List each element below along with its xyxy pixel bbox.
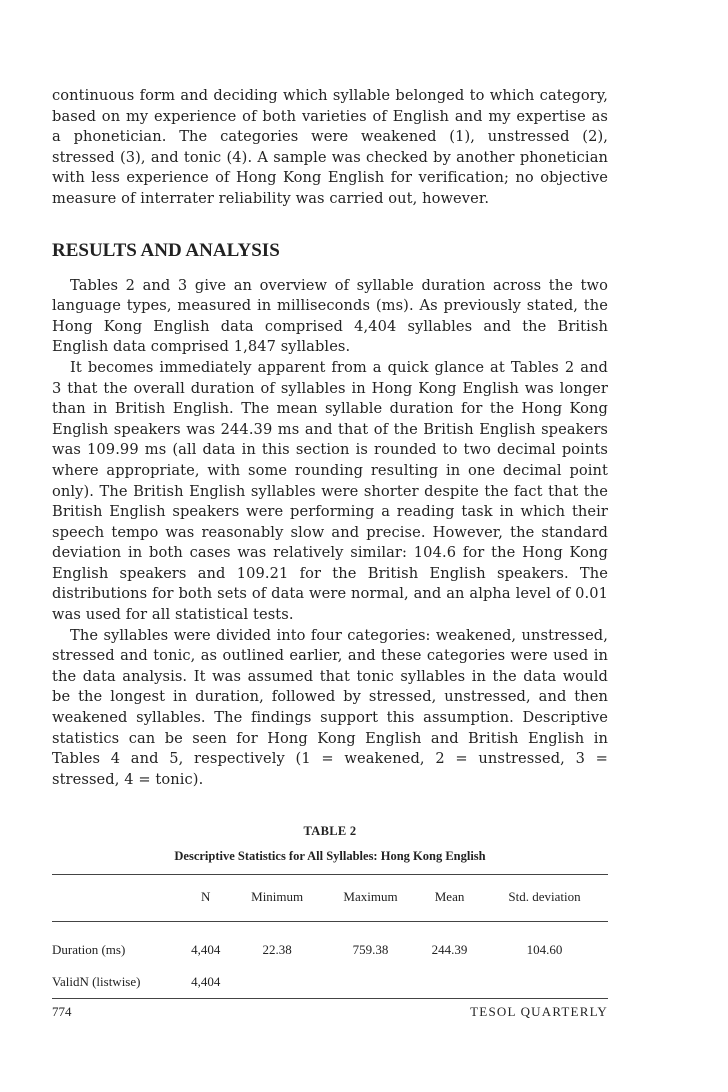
table-row [52,966,608,999]
table-cell [323,966,418,999]
table-cell: 4,404 [191,942,221,958]
table-cell: 22.38 [262,942,292,958]
paragraph-1: Tables 2 and 3 give an overview of syllable duration across the two language types, measured in milliseconds (ms). As previously stated, the Hong Kong English data comprised 4,404 syllables and the British English data comprised 1,847 syllables. [52,276,608,356]
running-head: TESOL QUARTERLY [470,1004,608,1019]
table-cell: Duration (ms) [52,942,126,958]
table-cell [481,966,608,999]
table-cell: 759.38 [352,942,389,958]
table-cell [418,966,481,999]
header-cell: N [180,875,231,922]
header-cell: Minimum [231,875,322,922]
page-footer [52,1004,608,1020]
paragraph-3: The syllables were divided into four categories: weakened, unstressed, stressed and tonic, as outlined earlier, and these categories were used in the data analysis. It was assumed that tonic syllables in the data would be the longest in duration, followed by stressed, unstressed, and then weakened syllables. The findings support this assumption. Descriptive statistics can be seen for Hong Kong English and British English in Tables 4 and 5, respectively (1 = weakened, 2 = unstressed, 3 = stressed, 4 = tonic). [52,626,608,788]
page-number: 774 [52,1004,72,1019]
table-caption: Descriptive Statistics for All Syllables: Hong Kong English [174,849,486,864]
table-cell [231,966,322,999]
table-row [52,922,608,967]
table-2 [52,824,608,999]
paragraph-2: It becomes immediately apparent from a quick glance at Tables 2 and 3 that the overall duration of syllables in Hong Kong English was longer than in British English. The mean syllable duration for the Hong Kong English speakers was 244.39 ms and that of the British English speakers was 109.99 ms (all data in this section is rounded to two decimal points where appropriate, with some rounding resulting in one decimal point only). The British English syllables were shorter despite the fact that the British English speakers were performing a reading task in which their speech tempo was reasonably slow and precise. However, the standard deviation in both cases was relatively similar: 104.6 for the Hong Kong English speakers and 109.21 for the British English speakers. The distributions for both sets of data were normal, and an alpha level of 0.01 was used for all statistical tests. [52,358,608,624]
section-heading: RESULTS AND ANALYSIS [52,239,280,261]
header-cell: Std. deviation [481,875,608,922]
table-cell: 244.39 [431,942,468,958]
table-cell: 104.60 [526,942,563,958]
intro-paragraph: continuous form and deciding which syllable belonged to which category, based on my experience of both varieties of English and my expertise as a phonetician. The categories were weakened (1), unstressed (2), stressed (3), and tonic (4). A sample was checked by another phonetician with less experience of Hong Kong English for verification; no objective measure of interrater reliability was carried out, however. [52,87,608,207]
stats-table [52,874,608,999]
table-header-row [52,875,608,922]
table-label: TABLE 2 [303,824,357,839]
header-cell [52,875,180,922]
table-cell: 4,404 [180,966,231,999]
header-cell: Mean [418,875,481,922]
table-cell: ValidN (listwise) [52,966,180,999]
page-body [52,86,608,999]
header-cell: Maximum [323,875,418,922]
